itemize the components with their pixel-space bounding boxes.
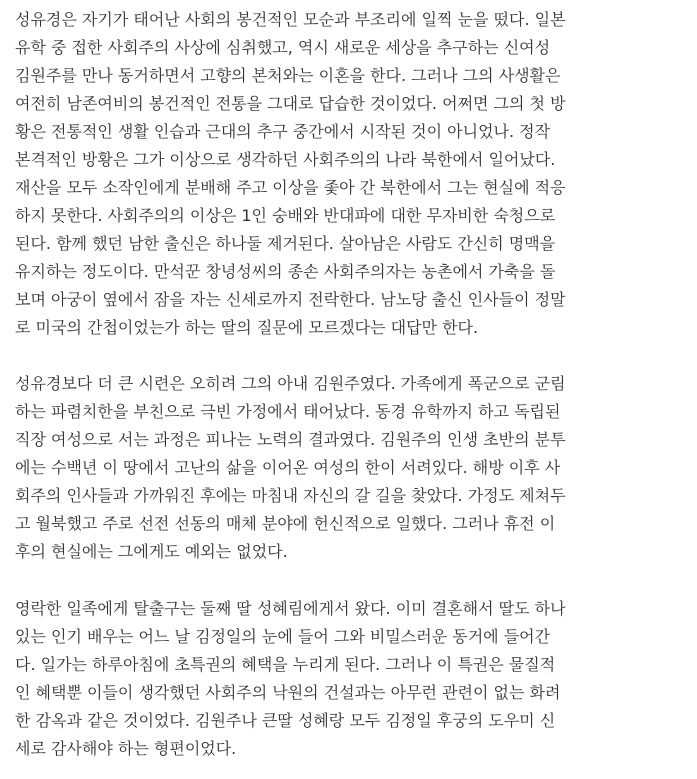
- text-line: 영락한 일족에게 탈출구는 둘째 딸 성혜림에게서 왔다. 이미 결혼해서 딸도 하나: [15, 599, 566, 618]
- paragraph-1: [15, 6, 691, 342]
- text-line: 하지 못한다. 사회주의의 이상은 1인 숭배와 반대파에 대한 무자비한 숙청으로: [15, 206, 556, 225]
- text-line: 본격적인 방황은 그가 이상으로 생각하던 사회주의의 나라 북한에서 일어났다.: [15, 150, 556, 169]
- text-line: 유학 중 접한 사회주의 사상에 심취했고, 역시 새로운 세상을 추구하는 신여성: [15, 38, 551, 57]
- text-line: 보며 아궁이 옆에서 잠을 자는 신세로까지 전락한다. 남노당 출신 인사들이 정말: [15, 290, 566, 309]
- text-line: 된다. 함께 했던 남한 출신은 하나둘 제거된다. 살아남은 사람도 간신히 명맥을: [15, 234, 556, 253]
- text-line: 세로 감사해야 하는 형편이었다.: [15, 739, 237, 758]
- paragraph-spacer: [15, 566, 691, 595]
- article-body: [15, 6, 691, 763]
- text-line: 유지하는 정도이다. 만석꾼 창녕성씨의 종손 사회주의자는 농촌에서 가축을 돌: [15, 262, 556, 281]
- text-line: 직장 여성으로 서는 과정은 피나는 노력의 결과였다. 김원주의 인생 초반의 분투: [15, 430, 566, 449]
- text-line: 여전히 남존여비의 봉건적인 전통을 그대로 답습한 것이었다. 어쩌면 그의 첫 방: [15, 94, 566, 113]
- text-line: 로 미국의 간첩이었는가 하는 딸의 질문에 모르겠다는 대답만 한다.: [15, 318, 479, 337]
- text-line: 김원주를 만나 동거하면서 고향의 본처와는 이혼을 한다. 그러나 그의 사생활은: [15, 66, 561, 85]
- paragraph-3: [15, 595, 691, 763]
- text-line: 한 감옥과 같은 것이었다. 김원주나 큰딸 성혜랑 모두 김정일 후궁의 도우미 신: [15, 711, 556, 730]
- text-line: 인 혜택뿐 이들이 생각했던 사회주의 낙원의 건설과는 아무런 관련이 없는 화려: [15, 683, 561, 702]
- text-line: 성유경보다 더 큰 시련은 오히려 그의 아내 김원주였다. 가족에게 폭군으로 군림: [15, 374, 566, 393]
- text-line: 황은 전통적인 생활 인습과 근대의 추구 중간에서 시작된 것이 아니었나. 정작: [15, 122, 551, 141]
- text-line: 재산을 모두 소작인에게 분배해 주고 이상을 좇아 간 북한에서 그는 현실에 적응: [15, 178, 566, 197]
- text-line: 성유경은 자기가 태어난 사회의 봉건적인 모순과 부조리에 일찍 눈을 떴다. 일본: [15, 10, 566, 29]
- text-line: 후의 현실에는 그에게도 예외는 없었다.: [15, 542, 288, 561]
- paragraph-spacer: [15, 342, 691, 370]
- text-line: 고 월북했고 주로 선전 선동의 매체 분야에 헌신적으로 일했다. 그러나 휴전 이: [15, 514, 556, 533]
- text-line: 하는 파렴치한을 부친으로 극빈 가정에서 태어났다. 동경 유학까지 하고 독립된: [15, 402, 561, 421]
- text-line: 회주의 인사들과 가까워진 후에는 마침내 자신의 갈 길을 찾았다. 가정도 제쳐두: [15, 486, 566, 505]
- text-line: 에는 수백년 이 땅에서 고난의 삶을 이어온 여성의 한이 서려있다. 해방 이후 사: [15, 458, 561, 477]
- text-line: 다. 일가는 하루아침에 초특권의 혜택을 누리게 된다. 그러나 이 특권은 물질적: [15, 655, 556, 674]
- paragraph-2: [15, 370, 691, 566]
- text-line: 있는 인기 배우는 어느 날 김정일의 눈에 들어 그와 비밀스러운 동거에 들어간: [15, 627, 551, 646]
